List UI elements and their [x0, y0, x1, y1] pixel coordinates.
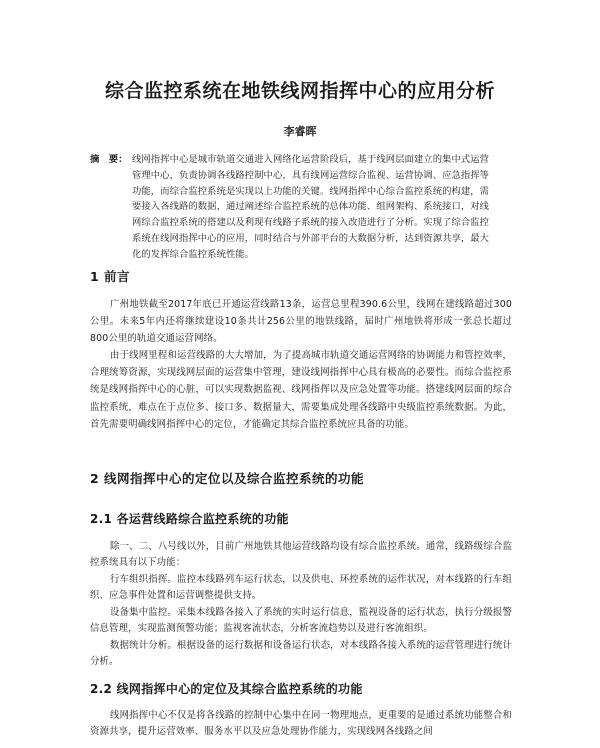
paper-title: 综合监控系统在地铁线网指挥中心的应用分析 — [104, 80, 495, 102]
subsection-heading-2-2: 2.2 线网指挥中心的定位及其综合监控系统的功能 — [90, 682, 363, 696]
abstract-text: 线网指挥中心是城市轨道交通进入网络化运营阶段后，基于线网层面建立的集中式运营管理中心，负责协调各线路控制中心，具有线网运营综合监视、运营协调、应急指挥等功能，而综合监控系统是实现以上功能的关键。线网指挥中心综合监控系统的构建，需要接入各线路的数据，通过阐述综合监控系统的总体功能、组网架构、系统接口，对线网综合监控系统的搭建以及利现有线路子系统的接入改造进行了分析。实现了综合监控系统在线网指挥中心的应用，同时结合与外部平台的大数据分析，达到资源共享，最大化的发挥综合监控系统性能。 — [132, 154, 490, 260]
subsection-2-1-paragraph-1: 除一、二、八号线以外，目前广州地铁其他运营线路均设有综合监控系统。通常，线路级综合监控系统具有以下功能： — [90, 541, 512, 569]
abstract-label: 摘 要： — [90, 154, 128, 165]
subsection-heading-2-1: 2.1 各运营线路综合监控系统的功能 — [90, 512, 289, 526]
subsection-2-1-paragraph-2: 行车组织指挥。监控本线路列车运行状态，以及供电、环控系统的运作状况，对本线路的行车组织、应急事件处置和运营调整提供支持。 — [90, 574, 512, 602]
section-heading-positioning: 2 线网指挥中心的定位以及综合监控系统的功能 — [90, 471, 365, 486]
intro-paragraph-1: 广州地铁截至2017年底已开通运营线路13条，运营总里程390.6公里，线网在建线路超过300公里。未来5年内还将继续建设10条共计256公里的地铁线路，届时广州地铁将形成一张总长超过800公里的轨道交通运营网络。 — [90, 299, 512, 345]
subsection-2-1-paragraph-4: 数据统计分析。根据设备的运行数据和设备运行状态，对本线路各接入系统的运营管理进行统计分析。 — [90, 640, 512, 668]
subsection-2-2-paragraph-1: 线网指挥中心不仅是将各线路的控制中心集中在同一物理地点，更重要的是通过系统功能整合和资源共享，提升运营效率、服务水平以及应急处理协作能力，实现线网各线路之间 — [90, 710, 512, 738]
intro-paragraph-2: 由于线网里程和运营线路的大大增加，为了提高城市轨道交通运营网络的协调能力和管控效率，合理统筹资源，实现线网层面的运营集中管理，建设线网指挥中心具有极高的必要性。而综合监控系统是线网指挥中心的心脏，可以实现数据监视、线网指挥以及应急处置等功能。搭建线网层面的综合监控系统，难点在于点位多、接口多、数据量大，需要集成处理各线路中央级监控系统数据。为此，首先需要明确线网指挥中心的定位，才能确定其综合监控系统应具备的功能。 — [90, 350, 512, 430]
subsection-2-1-paragraph-3: 设备集中监控。采集本线路各接入了系统的实时运行信息，監视设备的运行状态，执行分级报警信息管理，实现监测预警功能；监视客流状态，分析客流趋势以及进行客流组织。 — [90, 607, 512, 635]
section-heading-introduction: 1 前言 — [90, 269, 131, 284]
author-name: 李睿晖 — [283, 125, 317, 138]
abstract-block — [90, 152, 498, 263]
